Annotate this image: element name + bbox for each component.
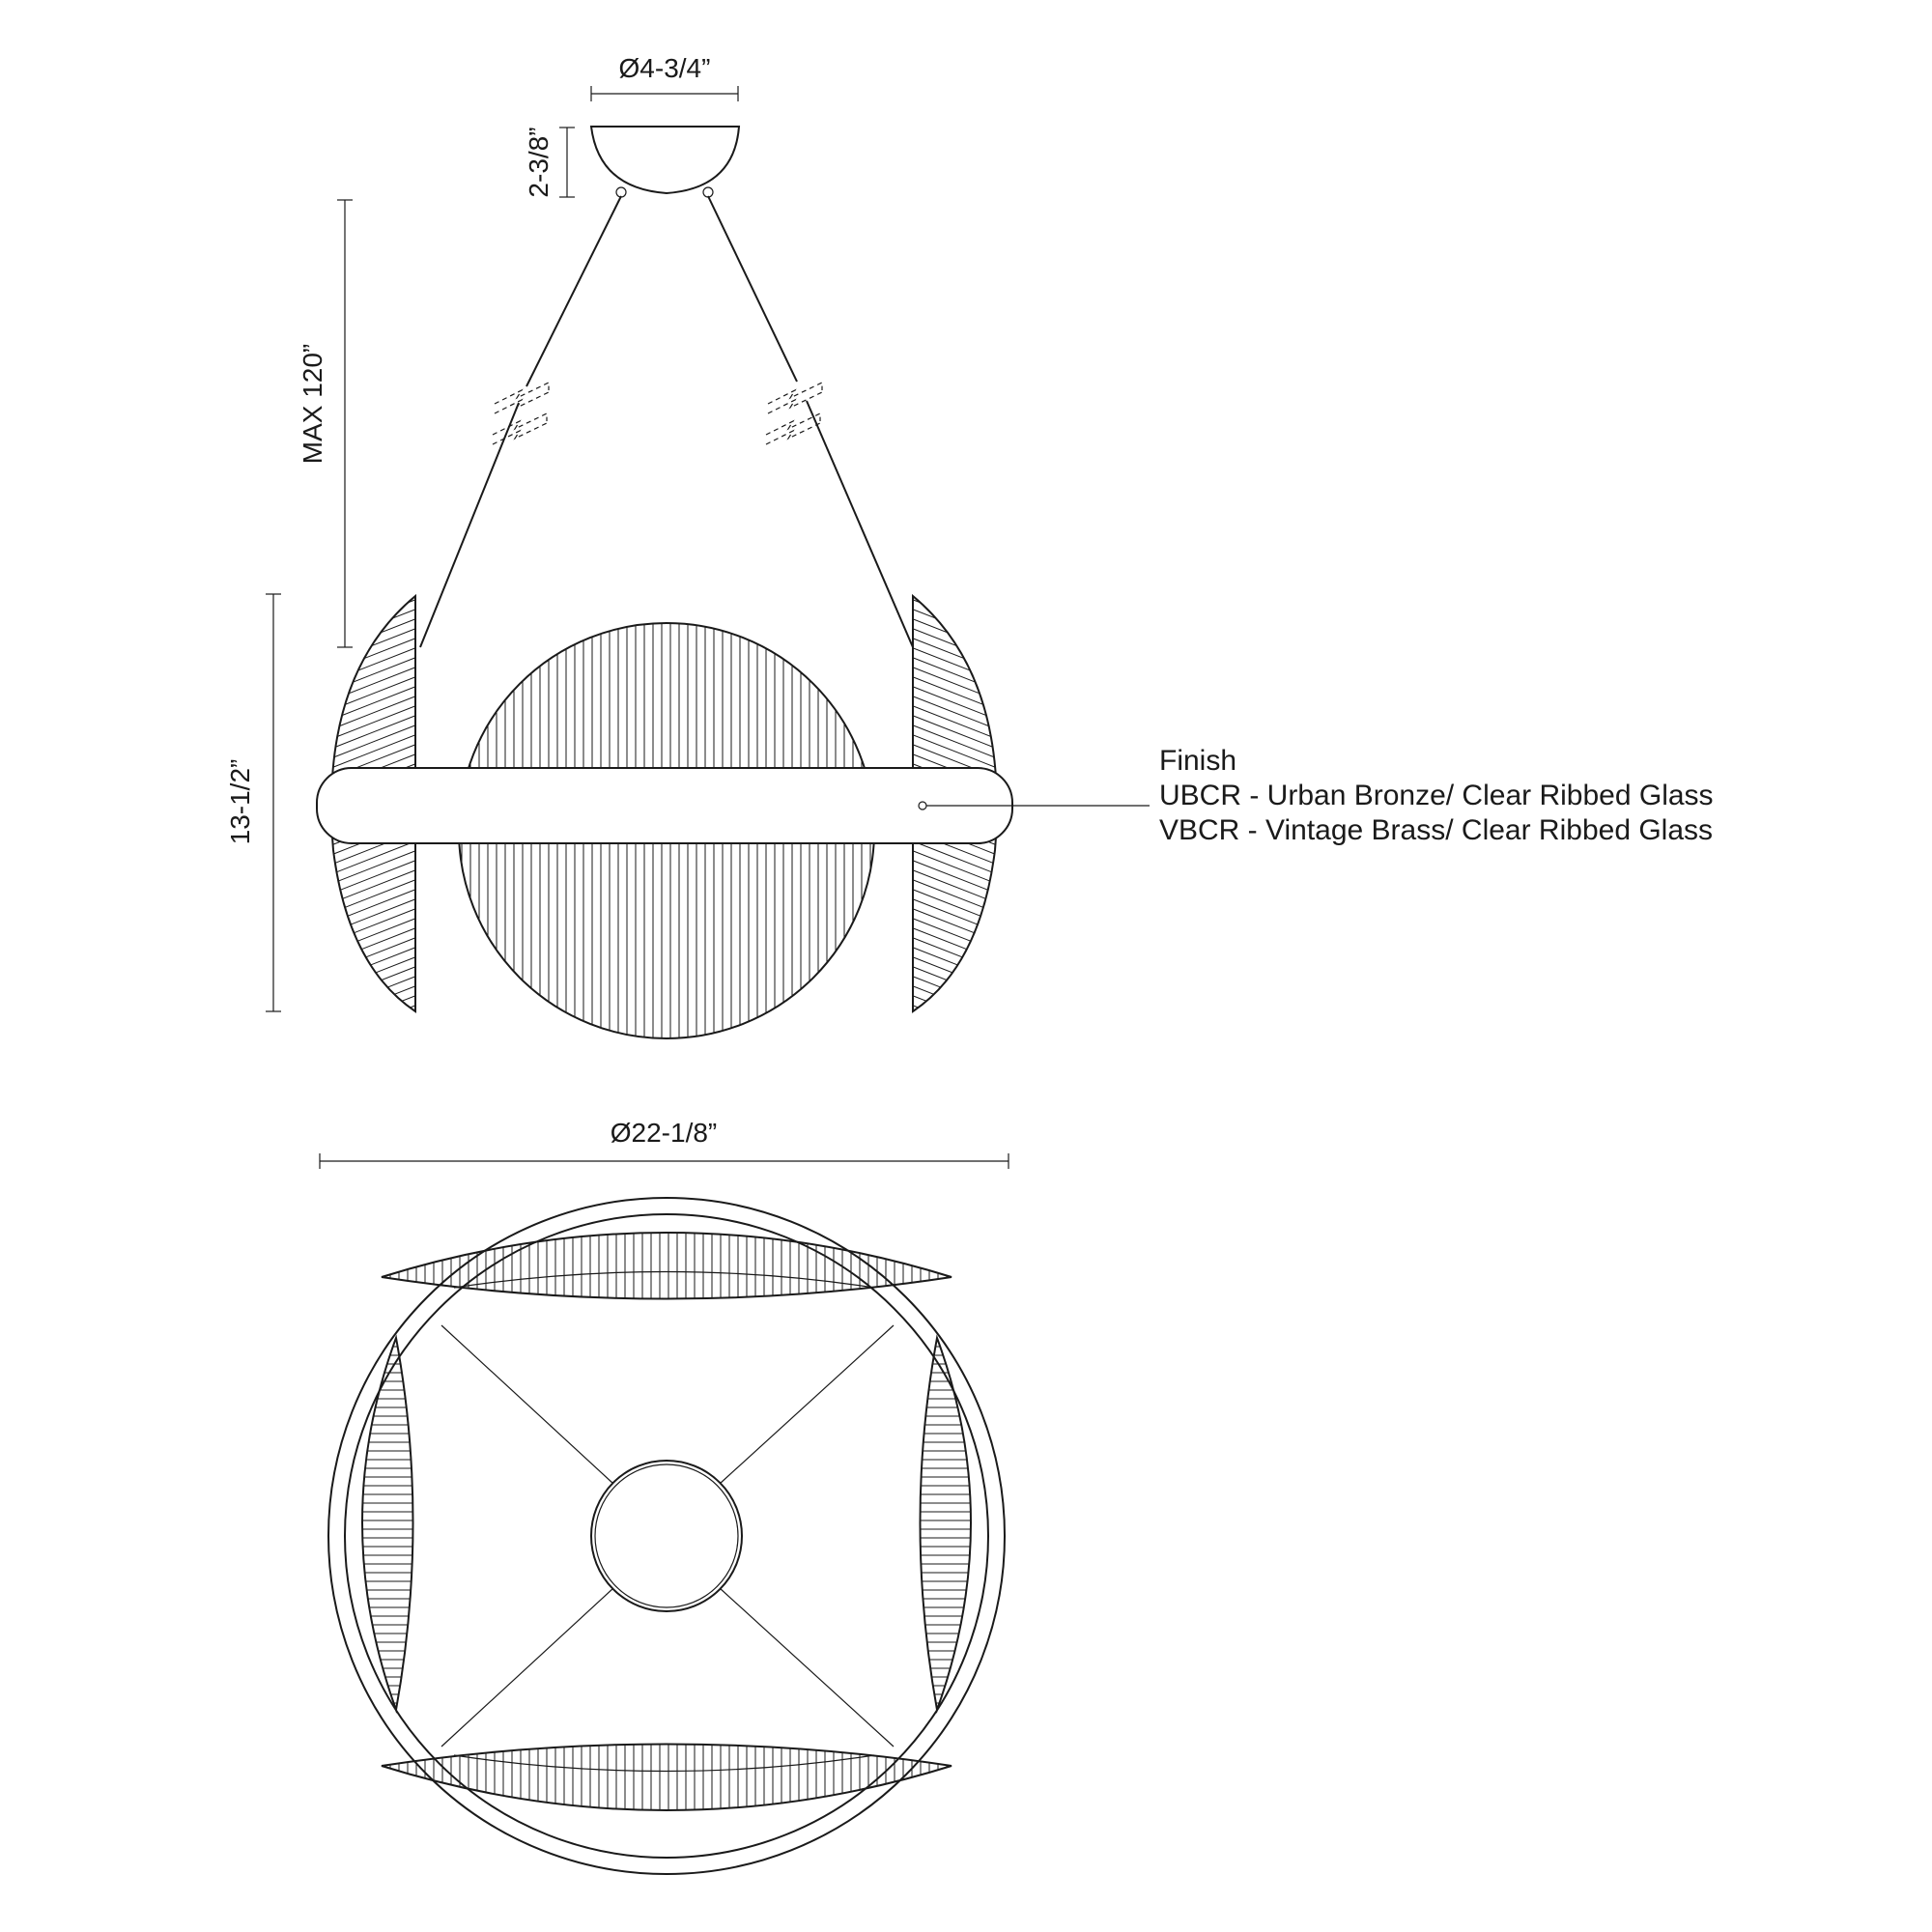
wing-rib-line [319,918,417,956]
wing-rib-line [319,985,417,1024]
wing-rib-line [319,628,417,667]
wing-rib-line [319,966,417,1005]
wing-rib-line [319,947,417,985]
wing-rib-line [911,638,1009,676]
wing-rib-line [911,860,1009,898]
canopy-height-dimension [524,127,575,197]
wing-rib-line [319,1034,417,1072]
wing-rib-line [319,879,417,918]
wing-rib-line [319,1005,417,1043]
wing-rib-line [911,628,1009,667]
wing-rib-line [319,705,417,744]
wing-rib-line [911,1024,1009,1063]
wing-rib-line [911,657,1009,696]
wing-rib-line [319,667,417,705]
wing-rib-line [319,1014,417,1053]
fixture-top-view [328,1198,1005,1874]
wing-rib-line [319,696,417,734]
fixture-diameter-dimension [320,1118,1009,1169]
cable-break-right [766,383,822,444]
suspension-cables [420,196,913,647]
wing-rib-line [319,898,417,937]
finish-heading: Finish [1159,745,1237,777]
wing-rib-line [911,869,1009,908]
wing-rib-line [911,995,1009,1034]
wing-rib-line [911,676,1009,715]
max-cable-label: MAX 120” [298,343,327,465]
wing-rib-line [319,715,417,753]
wing-rib-line [911,976,1009,1014]
wing-rib-line [911,937,1009,976]
fixture-diameter-label: Ø22-1/8” [610,1118,718,1148]
wing-rib-line [319,686,417,724]
wing-rib-line [911,879,1009,918]
wing-rib-line [319,995,417,1034]
finish-option-1: UBCR - Urban Bronze/ Clear Ribbed Glass [1159,780,1714,811]
fixture-side-view [317,580,1012,1072]
canopy-diameter-label: Ø4-3/4” [618,53,711,83]
cable-break-left [493,383,549,444]
max-cable-dimension [298,200,353,647]
canopy-diameter-dimension [591,53,738,101]
wing-rib-line [911,1005,1009,1043]
canopy-height-label: 2-3/8” [524,127,554,198]
wing-rib-line [319,937,417,976]
finish-option-2: VBCR - Vintage Brass/ Clear Ribbed Glass [1159,814,1714,846]
wing-rib-line [911,580,1009,618]
wing-rib-line [911,667,1009,705]
wing-rib-line [911,898,1009,937]
wing-rib-line [911,908,1009,947]
wing-rib-line [319,860,417,898]
wing-rib-line [911,686,1009,724]
fixture-height-label: 13-1/2” [225,758,255,845]
finish-callout [1159,745,1714,846]
wing-rib-line [911,918,1009,956]
wing-rib-line [319,908,417,947]
wing-rib-line [911,985,1009,1024]
wing-rib-line [911,1034,1009,1072]
wing-rib-line [911,947,1009,985]
wing-rib-line [911,1014,1009,1053]
wing-rib-line [319,976,417,1014]
wing-rib-line [319,657,417,696]
canopy [591,127,739,197]
wing-rib-line [319,580,417,618]
wing-rib-line [911,966,1009,1005]
wing-rib-line [319,599,417,638]
wing-rib-line [911,705,1009,744]
wing-rib-line [911,889,1009,927]
wing-rib-line [911,609,1009,647]
wing-rib-line [319,676,417,715]
fixture-height-dimension [225,594,281,1011]
wing-rib-line [319,889,417,927]
wing-rib-line [319,638,417,676]
wing-rib-line [319,869,417,908]
wing-rib-line [911,696,1009,734]
wing-rib-line [911,599,1009,638]
wing-rib-line [319,1024,417,1063]
wing-rib-line [911,715,1009,753]
wing-rib-line [319,609,417,647]
